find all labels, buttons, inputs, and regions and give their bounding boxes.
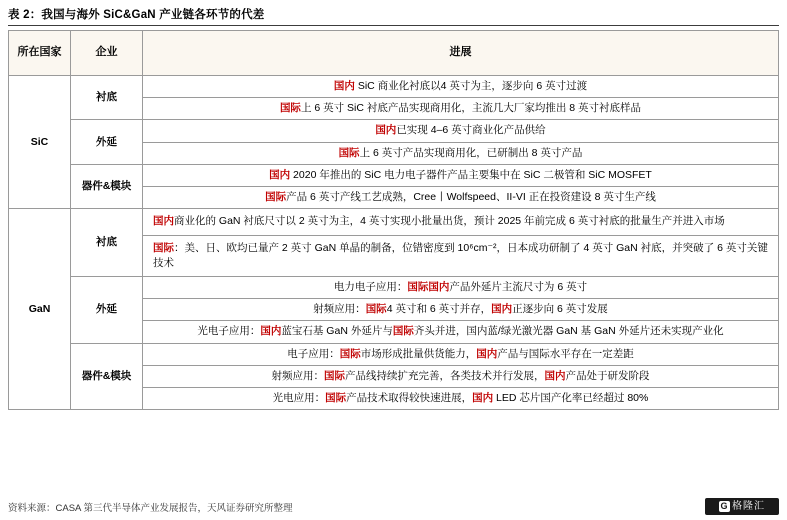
highlight-text: 国内	[544, 369, 566, 382]
highlight-text: 国际	[265, 191, 287, 204]
body-text: LED 芯片国产化率已经超过 80%	[493, 392, 649, 405]
body-text: 光电应用：	[272, 392, 326, 405]
highlight-text: 国内	[260, 325, 282, 338]
cell-country: SiC	[9, 76, 71, 209]
highlight-text: 国内	[333, 80, 355, 92]
body-text: 已实现 4–6 英寸商业化产品供给	[396, 124, 546, 137]
body-text: ：美、日、欧均已量产 2 英寸 GaN 单晶的制备，位错密度到 10⁶cm⁻²，日本成功研制了 4 英寸 GaN 衬底，并突破了 6 英寸关键技术	[153, 241, 768, 269]
body-text: 电力电子应用：	[333, 280, 408, 293]
cell-progress	[143, 209, 779, 235]
body-text: 电子应用：	[287, 347, 340, 360]
table-header	[9, 31, 779, 76]
watermark-text: 格隆汇	[732, 501, 765, 512]
body-text: 产品处于研发阶段	[565, 369, 650, 382]
cell-progress	[143, 76, 779, 98]
body-text: 产品 6 英寸产线工艺成熟，Cree丨Wolfspeed、II-VI 正在投资建设 8 英寸生产线	[286, 191, 656, 204]
cell-progress	[143, 120, 779, 142]
table-header-row	[9, 31, 779, 76]
table-title: 表 2：我国与海外 SiC&GaN 产业链各环节的代差	[8, 9, 265, 21]
cell-progress	[143, 388, 779, 410]
body-text: 射频应用：	[271, 369, 324, 382]
body-text: 商业化的 GaN 衬底尺寸以 2 英寸为主，4 英寸实现小批量出货，预计 2025 年前完成 6 英寸衬底的批量生产并进入市场	[174, 215, 725, 228]
cell-company: 外延	[71, 120, 143, 164]
body-text: 产品外延片主流尺寸为 6 英寸	[449, 280, 588, 293]
body-text: 市场形成批量供货能力，	[360, 347, 477, 360]
highlight-text: 国内	[153, 215, 174, 228]
body-text: 4 英寸和 6 英寸并存，	[386, 303, 492, 316]
body-text: 产品技术取得较快速进展，	[346, 392, 473, 405]
body-text: 产品与国际水平存在一定差距	[497, 347, 634, 360]
cell-country: GaN	[9, 209, 71, 410]
body-text: 射频应用：	[313, 303, 366, 316]
comparison-table	[8, 30, 779, 410]
highlight-text: 国际	[392, 325, 414, 338]
table-row	[9, 343, 779, 365]
table-row	[9, 76, 779, 98]
body-text: 齐头并进，国内蓝/绿光激光器 GaN 基 GaN 外延片还未实现产业化	[413, 325, 724, 338]
body-text: 正逐步向 6 英寸发展	[512, 303, 608, 316]
cell-company: 器件&模块	[71, 164, 143, 208]
source-note: 资料来源：CASA 第三代半导体产业发展报告，天风证券研究所整理	[8, 503, 293, 514]
highlight-text: 国际国内	[407, 280, 450, 293]
header-country: 所在国家	[9, 31, 71, 76]
cell-progress	[143, 276, 779, 298]
highlight-text: 国际	[279, 102, 301, 115]
table-row	[9, 120, 779, 142]
highlight-text: 国内	[472, 392, 494, 405]
table-body	[9, 76, 779, 410]
header-progress: 进展	[143, 31, 779, 76]
cell-progress	[143, 343, 779, 365]
highlight-text: 国内	[476, 347, 498, 360]
cell-progress	[143, 235, 779, 276]
cell-progress	[143, 164, 779, 186]
body-text: 上 6 英寸 SiC 衬底产品实现商用化，主流几大厂家均推出 8 英寸衬底样品	[300, 102, 642, 115]
body-text: 2020 年推出的 SiC 电力电子器件产品主要集中在 SiC 二极管和 SiC MOSFET	[290, 168, 652, 181]
header-company: 企业	[71, 31, 143, 76]
watermark-logo-icon: G	[720, 500, 729, 511]
cell-company: 衬底	[71, 76, 143, 120]
highlight-text: 国际	[338, 146, 360, 159]
highlight-text: 国内	[375, 124, 397, 137]
cell-progress	[143, 321, 779, 343]
cell-progress	[143, 365, 779, 387]
highlight-text: 国际	[153, 241, 174, 254]
cell-progress	[143, 187, 779, 209]
highlight-text: 国际	[325, 392, 347, 405]
cell-company: 衬底	[71, 209, 143, 277]
body-text: 蓝宝石基 GaN 外延片与	[281, 325, 393, 338]
cell-progress	[143, 142, 779, 164]
body-text: 产品线持续扩充完善，各类技术并行发展，	[345, 369, 545, 382]
highlight-text: 国内	[491, 303, 513, 316]
body-text: 上 6 英寸产品实现商用化，已研制出 8 英寸产品	[359, 146, 583, 159]
cell-progress	[143, 299, 779, 321]
watermark-badge	[705, 498, 779, 515]
table-row	[9, 164, 779, 186]
highlight-text: 国内	[269, 168, 291, 181]
highlight-text: 国际	[324, 369, 345, 382]
highlight-text: 国际	[365, 303, 387, 316]
table-row	[9, 276, 779, 298]
cell-company: 器件&模块	[71, 343, 143, 410]
title-divider	[8, 25, 779, 26]
cell-company: 外延	[71, 276, 143, 343]
body-text: SiC 商业化衬底以4 英寸为主，逐步向 6 英寸过渡	[354, 80, 588, 92]
table-row	[9, 209, 779, 235]
cell-progress	[143, 98, 779, 120]
body-text: 光电子应用：	[197, 325, 261, 338]
highlight-text: 国际	[339, 347, 361, 360]
